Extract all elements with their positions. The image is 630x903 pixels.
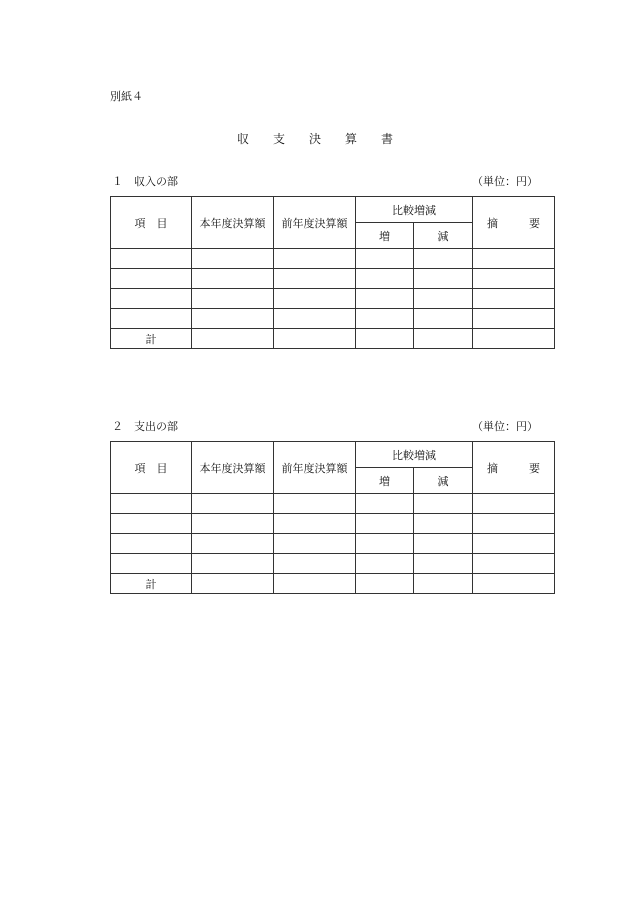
header-item: 項 目: [111, 442, 192, 494]
header-current-year: 本年度決算額: [192, 442, 274, 494]
table-row: [111, 269, 555, 289]
header-summary-right: 要: [529, 461, 540, 475]
header-comparison: 比較増減: [356, 197, 473, 223]
table-row: [111, 289, 555, 309]
header-current-year: 本年度決算額: [192, 197, 274, 249]
header-increase: 増: [356, 468, 414, 494]
header-increase: 増: [356, 223, 414, 249]
header-item: 項 目: [111, 197, 192, 249]
attachment-label: 別紙４: [110, 90, 143, 103]
table-row: [111, 534, 555, 554]
table-row: [111, 494, 555, 514]
header-summary: [473, 197, 555, 249]
table-row: [111, 309, 555, 329]
header-decrease: 減: [414, 223, 473, 249]
income-table: [110, 196, 555, 349]
header-summary-left: 摘: [487, 461, 498, 475]
total-row: [111, 329, 555, 349]
total-row: [111, 574, 555, 594]
header-comparison: 比較増減: [356, 442, 473, 468]
expense-section-heading: ２ 支出の部: [112, 420, 178, 433]
income-section-header: [112, 173, 538, 189]
header-previous-year: 前年度決算額: [274, 442, 356, 494]
expense-table: [110, 441, 555, 594]
income-unit-label: （単位：円）: [472, 175, 538, 188]
header-summary: [473, 442, 555, 494]
header-decrease: 減: [414, 468, 473, 494]
table-row: [111, 514, 555, 534]
total-label: 計: [111, 574, 192, 594]
income-section-heading: １ 収入の部: [112, 175, 178, 188]
expense-section-header: [112, 418, 538, 434]
total-label: 計: [111, 329, 192, 349]
header-summary-left: 摘: [487, 216, 498, 230]
header-summary-right: 要: [529, 216, 540, 230]
table-row: [111, 554, 555, 574]
expense-unit-label: （単位：円）: [472, 420, 538, 433]
header-previous-year: 前年度決算額: [274, 197, 356, 249]
table-row: [111, 249, 555, 269]
document-title: 収 支 決 算 書: [236, 132, 393, 146]
